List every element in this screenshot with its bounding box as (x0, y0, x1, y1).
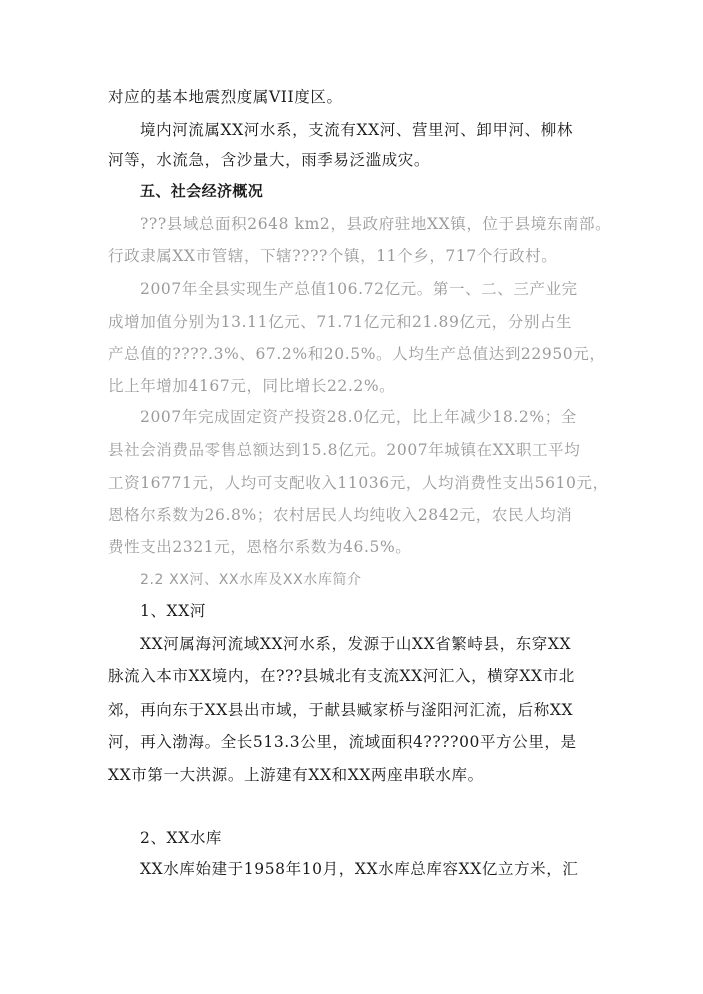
paragraph-rivers-line-1: 境内河流属XX河水系，支流有XX河、营里河、卸甲河、柳林 (140, 121, 573, 139)
paragraph-river-line-1: XX河属海河流域XX河水系，发源于山XX省繁峙县，东穿XX (140, 635, 572, 653)
subheading-reservoir: 2、XX水库 (140, 829, 223, 847)
section-heading-socioeconomic: 五、社会经济概况 (140, 182, 264, 200)
paragraph-gdp-line-3: 产总值的????.3%、67.2%和20.5%。人均生产总值达到22950元， (108, 345, 606, 363)
paragraph-gdp-line-1: 2007年全县实现生产总值106.72亿元。第一、二、三产业完 (140, 280, 578, 298)
paragraph-area-line-2: 行政隶属XX市管辖，下辖????个镇，11个乡，717个行政村。 (108, 247, 558, 265)
paragraph-seismic-line-1: 对应的基本地震烈度属VII度区。 (108, 88, 343, 106)
paragraph-rivers-line-2: 河等，水流急，含沙量大，雨季易泛滥成灾。 (108, 151, 431, 169)
paragraph-investment-line-2: 县社会消费品零售总额达到15.8亿元。2007年城镇在XX职工平均 (108, 441, 581, 459)
paragraph-river-line-5: XX市第一大洪源。上游建有XX和XX两座串联水库。 (108, 766, 484, 784)
paragraph-reservoir-line-1: XX水库始建于1958年10月，XX水库总库容XX亿立方米，汇 (140, 860, 579, 878)
paragraph-investment-line-4: 恩格尔系数为26.8%；农村居民人均纯收入2842元，农民人均消 (108, 506, 573, 524)
paragraph-investment-line-1: 2007年完成固定资产投资28.0亿元，比上年减少18.2%；全 (140, 408, 577, 426)
subheading-river: 1、XX河 (140, 602, 206, 620)
paragraph-investment-line-5: 费性支出2321元，恩格尔系数为46.5%。 (108, 538, 412, 556)
paragraph-river-line-2: 脉流入本市XX境内，在???县城北有支流XX河汇入，横穿XX市北 (108, 667, 575, 685)
section-heading-river-reservoirs: 2.2 XX河、XX水库及XX水库简介 (140, 572, 362, 588)
paragraph-river-line-4: 河，再入渤海。全长513.3公里，流域面积4????00平方公里，是 (108, 733, 577, 751)
paragraph-investment-line-3: 工资16771元，人均可支配收入11036元，人均消费性支出5610元， (108, 474, 609, 492)
paragraph-gdp-line-4: 比上年增加4167元，同比增长22.2%。 (108, 377, 396, 395)
paragraph-area-line-1: ???县域总面积2648 km2，县政府驻地XX镇，位于县境东南部。 (140, 215, 612, 233)
paragraph-gdp-line-2: 成增加值分别为13.11亿元、71.71亿元和21.89亿元，分别占生 (108, 313, 573, 331)
paragraph-river-line-3: 郊，再向东于XX县出市域，于献县臧家桥与滏阳河汇流，后称XX (108, 701, 574, 719)
